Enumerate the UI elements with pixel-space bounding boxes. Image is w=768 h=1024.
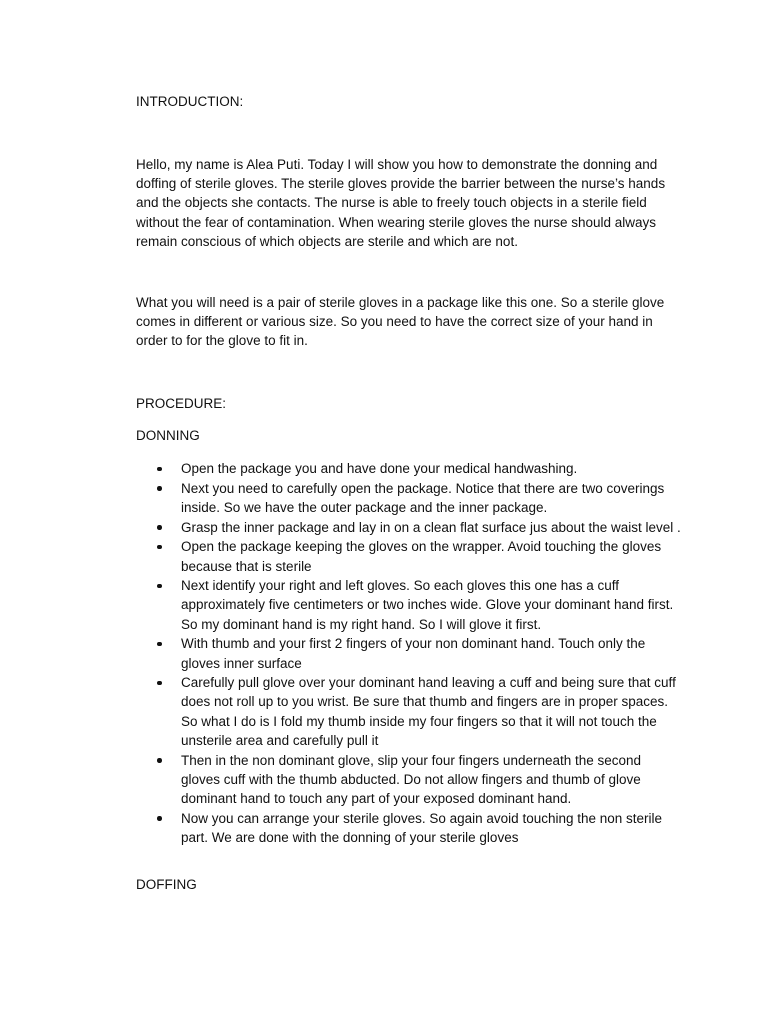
donning-steps-list <box>136 459 696 848</box>
list-item <box>136 518 681 537</box>
list-item <box>136 537 681 575</box>
bullet-icon <box>157 758 162 763</box>
bullet-icon <box>157 816 162 821</box>
list-item <box>136 634 681 672</box>
list-item <box>136 673 681 750</box>
bullet-icon <box>157 525 162 530</box>
bullet-icon <box>157 545 162 550</box>
list-item <box>136 479 681 517</box>
step-text: Carefully pull glove over your dominant hand leaving a cuff and being sure that cuff does not roll up to you wrist. Be sure that thumb and fingers are in proper spaces. So what I do is I fold my thumb inside my four fingers so that it will not touch the unsterile area and carefully pull it <box>181 675 676 748</box>
procedure-heading: PROCEDURE: <box>136 396 227 411</box>
step-text: Next you need to carefully open the package. Notice that there are two coverings inside. So we have the outer package and the inner package. <box>181 480 665 515</box>
step-text: With thumb and your first 2 fingers of your non dominant hand. Touch only the gloves inner surface <box>181 636 646 671</box>
introduction-heading: INTRODUCTION: <box>136 94 244 109</box>
list-item <box>136 751 681 809</box>
list-item <box>136 459 681 478</box>
bullet-icon <box>157 584 162 589</box>
doffing-heading: DOFFING <box>136 877 197 892</box>
step-text: Open the package you and have done your medical handwashing. <box>181 461 578 476</box>
materials-paragraph: What you will need is a pair of sterile gloves in a package like this one. So a sterile glove comes in different or various size. So you need to have the correct size of your hand in order to for the glove to fit in. <box>136 295 665 349</box>
step-text: Now you can arrange your sterile gloves. So again avoid touching the non sterile part. We are done with the donning of your sterile gloves <box>181 810 663 845</box>
intro-paragraph: Hello, my name is Alea Puti. Today I will show you how to demonstrate the donning and doffing of sterile gloves. The sterile gloves provide the barrier between the nurse’s hands and the objects she contacts. The nurse is able to freely touch objects in a sterile field without the fear of contamination. When wearing sterile gloves the nurse should always remain conscious of which objects are sterile and which are not. <box>136 157 666 249</box>
donning-heading: DONNING <box>136 428 200 443</box>
bullet-icon <box>157 467 162 472</box>
step-text: Next identify your right and left gloves. So each gloves this one has a cuff approximately five centimeters or two inches wide. Glove your dominant hand first. So my dominant hand is my right hand. So I will glove it first. <box>181 578 674 632</box>
list-item <box>136 576 681 634</box>
step-text: Then in the non dominant glove, slip your four fingers underneath the second gloves cuff with the thumb abducted. Do not allow fingers and thumb of glove dominant hand to touch any part of your exposed dominant hand. <box>181 752 642 806</box>
bullet-icon <box>157 486 162 491</box>
step-text: Open the package keeping the gloves on the wrapper. Avoid touching the gloves because that is sterile <box>181 539 662 574</box>
list-item <box>136 809 681 847</box>
bullet-icon <box>157 681 162 686</box>
step-text: Grasp the inner package and lay in on a clean flat surface jus about the waist level . <box>181 519 681 535</box>
bullet-icon <box>157 642 162 647</box>
